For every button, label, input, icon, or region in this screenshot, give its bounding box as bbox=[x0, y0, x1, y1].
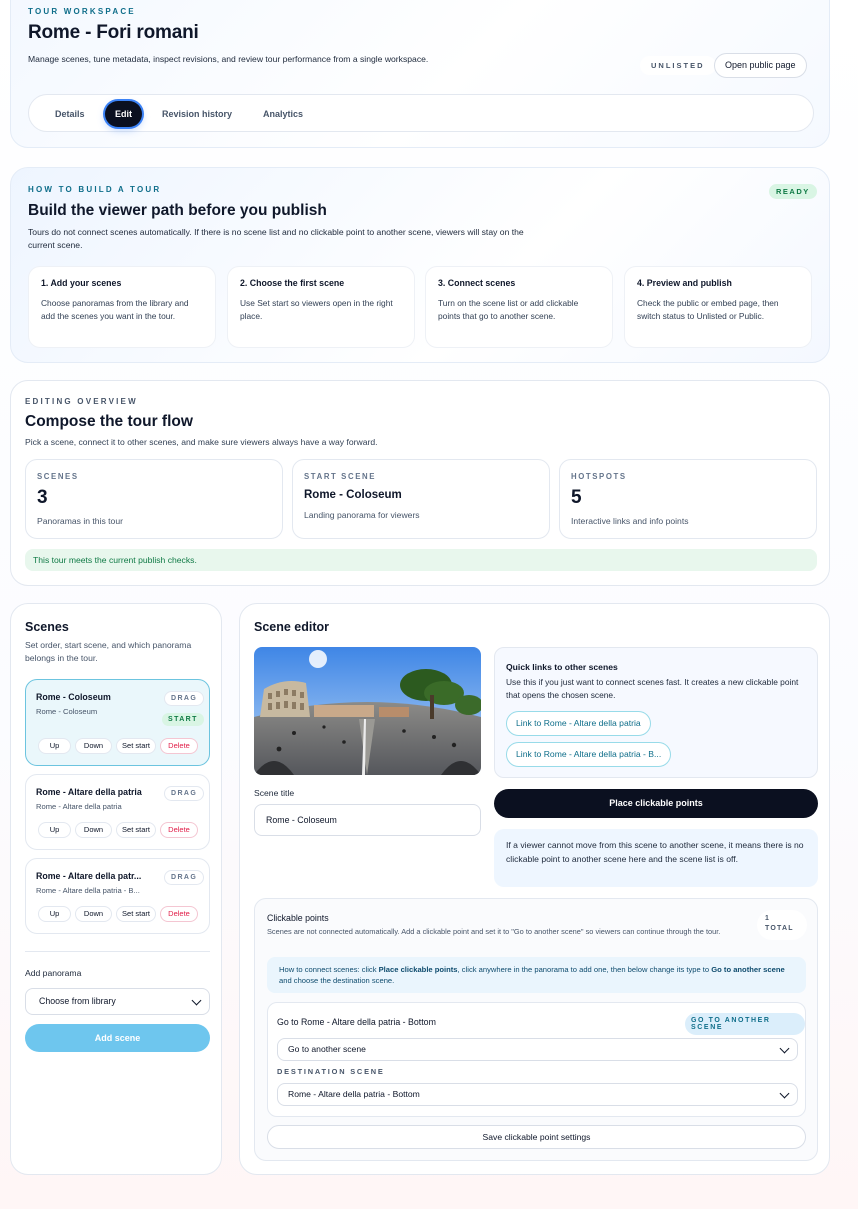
scene-name: Rome - Altare della patria bbox=[36, 787, 142, 797]
how-to-connect-note bbox=[267, 957, 806, 993]
tab-edit[interactable]: Edit bbox=[105, 101, 142, 127]
chevron-down-icon bbox=[780, 1044, 790, 1054]
stat-value: 5 bbox=[571, 487, 582, 508]
panorama-preview[interactable] bbox=[254, 647, 481, 775]
set-start-button[interactable]: Set start bbox=[116, 738, 156, 754]
stat-label: SCENES bbox=[37, 472, 79, 481]
publish-check-banner: This tour meets the current publish checks. bbox=[25, 549, 817, 571]
hotspot-type-badge: GO TO ANOTHER SCENE bbox=[685, 1013, 805, 1035]
howto-eyebrow: HOW TO BUILD A TOUR bbox=[28, 185, 162, 194]
stat-scenes bbox=[25, 459, 283, 539]
step-title: 1. Add your scenes bbox=[41, 278, 122, 288]
stat-caption: Panoramas in this tour bbox=[37, 516, 123, 526]
tab-analytics[interactable]: Analytics bbox=[263, 109, 304, 119]
hotspot-type-value: Go to another scene bbox=[288, 1044, 366, 1054]
scenes-title: Scenes bbox=[25, 620, 69, 634]
total-count: 1 bbox=[765, 915, 771, 922]
quick-link-button[interactable]: Link to Rome - Altare della patria - B... bbox=[506, 742, 671, 767]
scene-subtitle: Rome - Altare della patria bbox=[36, 802, 122, 811]
header-description: Manage scenes, tune metadata, inspect revisions, and review tour performance from a single workspace. bbox=[28, 54, 429, 64]
workspace-tabs bbox=[28, 94, 814, 132]
chevron-down-icon bbox=[780, 1089, 790, 1099]
place-clickable-points-button[interactable]: Place clickable points bbox=[494, 789, 818, 818]
quick-link-button[interactable]: Link to Rome - Altare della patria bbox=[506, 711, 651, 736]
step-title: 2. Choose the first scene bbox=[240, 278, 345, 288]
tour-workspace-header bbox=[10, 0, 830, 148]
add-panorama-label: Add panorama bbox=[25, 968, 82, 978]
overview-title: Compose the tour flow bbox=[25, 413, 193, 430]
drag-handle[interactable]: DRAG bbox=[164, 691, 204, 706]
total-label: TOTAL bbox=[765, 925, 794, 932]
step-card bbox=[425, 266, 613, 348]
library-select[interactable] bbox=[25, 988, 210, 1015]
move-down-button[interactable]: Down bbox=[75, 822, 112, 838]
step-text: Use Set start so viewers open in the right place. bbox=[240, 298, 393, 321]
how-to-build-panel bbox=[10, 167, 830, 363]
drag-handle[interactable]: DRAG bbox=[164, 786, 204, 801]
step-title: 4. Preview and publish bbox=[637, 278, 732, 288]
howto-title: Build the viewer path before you publish bbox=[28, 202, 327, 219]
scenes-description: Set order, start scene, and which panorama belongs in the tour. bbox=[25, 640, 192, 663]
tab-details[interactable]: Details bbox=[55, 109, 85, 119]
open-public-page-button[interactable]: Open public page bbox=[714, 53, 807, 78]
scene-item-coloseum[interactable] bbox=[25, 679, 210, 766]
save-clickable-point-button[interactable]: Save clickable point settings bbox=[267, 1125, 806, 1149]
add-scene-button[interactable]: Add scene bbox=[25, 1024, 210, 1052]
stat-hotspots bbox=[559, 459, 817, 539]
stat-caption: Interactive links and info points bbox=[571, 516, 689, 526]
scene-title-label: Scene title bbox=[254, 788, 295, 798]
quick-links-title: Quick links to other scenes bbox=[506, 662, 618, 672]
set-start-button[interactable]: Set start bbox=[116, 822, 156, 838]
step-card bbox=[227, 266, 415, 348]
stat-label: START SCENE bbox=[304, 472, 377, 481]
howto-emphasis: Place clickable points bbox=[378, 965, 458, 974]
header-eyebrow: TOUR WORKSPACE bbox=[28, 7, 136, 16]
step-text: Check the public or embed page, then switch status to Unlisted or Public. bbox=[637, 298, 779, 321]
howto-description: Tours do not connect scenes automatically. If there is no scene list and no clickable point to another scene, viewers will stay on the current scene. bbox=[28, 227, 524, 250]
howto-text: and choose the destination scene. bbox=[279, 976, 395, 985]
stat-label: HOTSPOTS bbox=[571, 472, 627, 481]
overview-eyebrow: EDITING OVERVIEW bbox=[25, 397, 138, 406]
move-down-button[interactable]: Down bbox=[75, 738, 112, 754]
library-select-value: Choose from library bbox=[39, 996, 116, 1006]
move-up-button[interactable]: Up bbox=[38, 738, 71, 754]
divider bbox=[25, 951, 210, 952]
hotspot-type-select[interactable] bbox=[277, 1038, 798, 1061]
delete-scene-button[interactable]: Delete bbox=[160, 738, 198, 754]
editing-overview-panel bbox=[10, 380, 830, 586]
set-start-button[interactable]: Set start bbox=[116, 906, 156, 922]
quick-links-description: Use this if you just want to connect scenes fast. It creates a new clickable point that opens the chosen scene. bbox=[506, 677, 799, 700]
total-count-badge bbox=[757, 910, 807, 940]
scene-item-altare-bottom[interactable] bbox=[25, 858, 210, 934]
start-badge: START bbox=[162, 713, 204, 726]
howto-text: How to connect scenes: click bbox=[279, 965, 379, 974]
stat-caption: Landing panorama for viewers bbox=[304, 510, 420, 520]
clickable-points-title: Clickable points bbox=[267, 913, 329, 923]
delete-scene-button[interactable]: Delete bbox=[160, 822, 198, 838]
scene-item-altare[interactable] bbox=[25, 774, 210, 850]
move-down-button[interactable]: Down bbox=[75, 906, 112, 922]
howto-emphasis: Go to another scene bbox=[711, 965, 785, 974]
panorama-image bbox=[254, 647, 481, 775]
clickable-points-description: Scenes are not connected automatically. Add a clickable point and set it to "Go to another scene" so viewers can continue through the tour. bbox=[267, 927, 721, 936]
scene-name: Rome - Coloseum bbox=[36, 692, 111, 702]
scene-subtitle: Rome - Altare della patria - B... bbox=[36, 886, 140, 895]
editor-title: Scene editor bbox=[254, 620, 330, 634]
howto-text: , click anywhere in the panorama to add one, then below change its type to bbox=[457, 965, 712, 974]
step-text: Turn on the scene list or add clickable points that go to another scene. bbox=[438, 298, 579, 321]
destination-scene-select[interactable] bbox=[277, 1083, 798, 1106]
stat-value: Rome - Coloseum bbox=[304, 489, 402, 501]
delete-scene-button[interactable]: Delete bbox=[160, 906, 198, 922]
move-up-button[interactable]: Up bbox=[38, 906, 71, 922]
tab-revision-history[interactable]: Revision history bbox=[162, 109, 233, 119]
chevron-down-icon bbox=[192, 996, 202, 1006]
stat-value: 3 bbox=[37, 487, 48, 508]
step-title: 3. Connect scenes bbox=[438, 278, 516, 288]
step-card bbox=[624, 266, 812, 348]
page-title: Rome - Fori romani bbox=[28, 22, 199, 43]
no-move-note: If a viewer cannot move from this scene to another scene, it means there is no clickable point to another scene here and the scene list is off. bbox=[494, 829, 818, 887]
hotspot-name: Go to Rome - Altare della patria - Bottom bbox=[277, 1017, 436, 1027]
scene-subtitle: Rome - Coloseum bbox=[36, 707, 98, 716]
overview-description: Pick a scene, connect it to other scenes, and make sure viewers always have a way forward. bbox=[25, 437, 378, 447]
scene-name: Rome - Altare della patr... bbox=[36, 871, 142, 881]
clickable-points-panel bbox=[254, 898, 818, 1161]
ready-badge: READY bbox=[769, 184, 817, 199]
destination-scene-label: DESTINATION SCENE bbox=[277, 1067, 385, 1076]
step-card bbox=[28, 266, 216, 348]
scene-editor-panel bbox=[239, 603, 830, 1175]
scene-title-input[interactable]: Rome - Coloseum bbox=[254, 804, 481, 836]
step-text: Choose panoramas from the library and add the scenes you want in the tour. bbox=[41, 298, 189, 321]
quick-links-panel bbox=[494, 647, 818, 778]
hotspot-card bbox=[267, 1002, 806, 1117]
scenes-panel bbox=[10, 603, 222, 1175]
status-badge: UNLISTED bbox=[640, 56, 716, 75]
stat-start-scene bbox=[292, 459, 550, 539]
move-up-button[interactable]: Up bbox=[38, 822, 71, 838]
destination-scene-value: Rome - Altare della patria - Bottom bbox=[288, 1089, 420, 1099]
drag-handle[interactable]: DRAG bbox=[164, 870, 204, 885]
